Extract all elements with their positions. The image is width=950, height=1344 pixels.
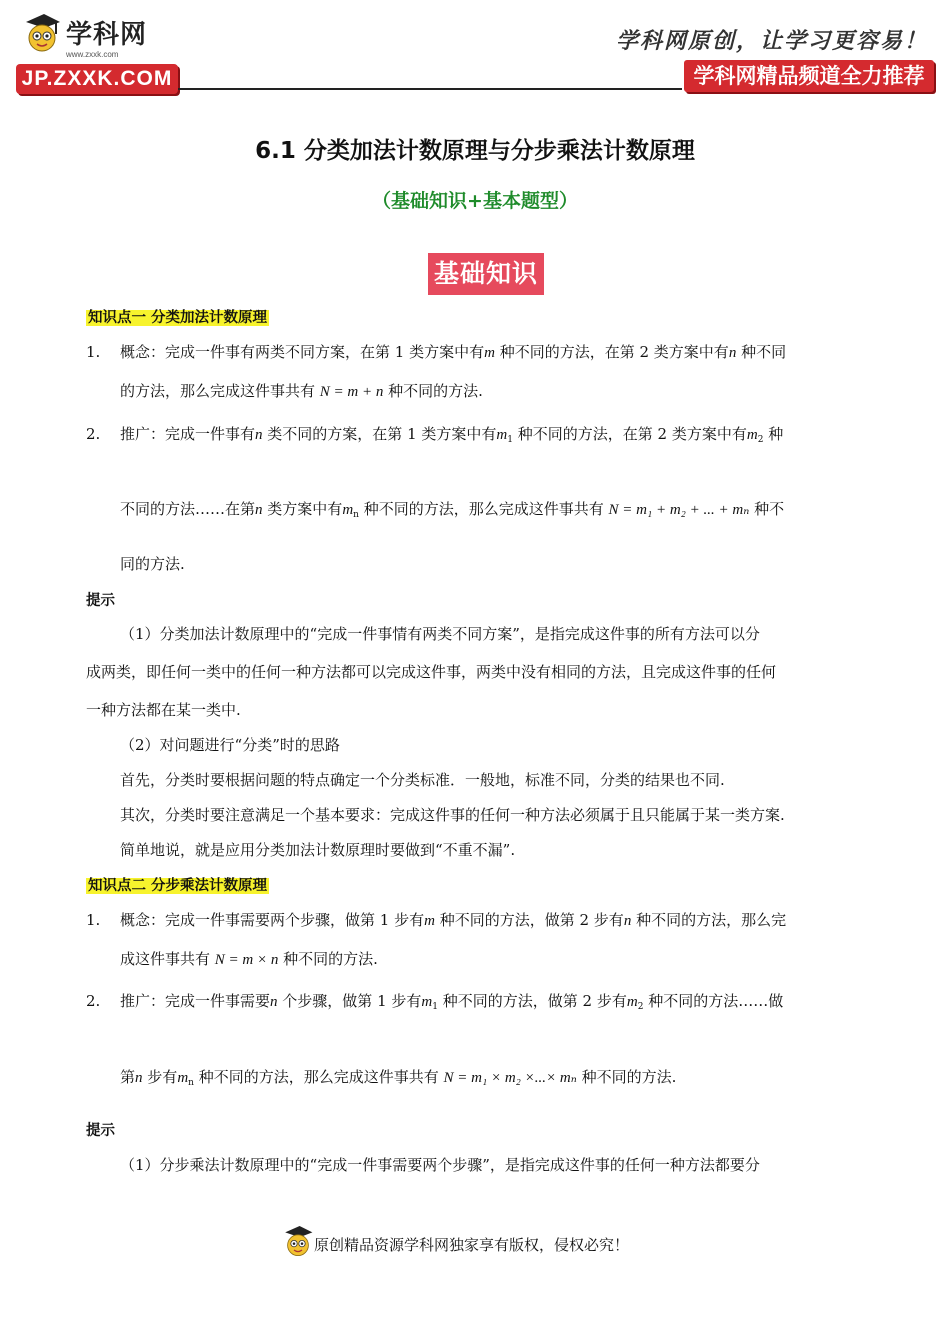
math-var: m [626,994,638,1010]
text: 类不同的方案，在第 1 类方案中有 [267,425,497,443]
subscript: n [353,510,359,520]
math-var: m [177,1070,189,1086]
s1-tip-p3: 首先，分类时要根据问题的特点确定一个分类标准．一般地，标准不同，分类的结果也不同. [120,771,725,789]
text: 推广：完成一件事需要 [120,992,271,1010]
text: 概念：完成一件事有两类不同方案，在第 1 类方案中有 [120,343,485,361]
math-var: n [623,913,632,929]
list-number: 2. [86,992,101,1010]
site-url-badge[interactable]: JP.ZXXK.COM [16,64,178,94]
text: 的方法，那么完成这件事共有 [120,382,316,400]
s2-tip-p1-l1: （1）分步乘法计数原理中的“完成一件事需要两个步骤”，是指完成这件事的任何一种方法都要分 [120,1156,760,1174]
logo-name: 学科网 [66,20,148,50]
section1-heading-text: 知识点一 分类加法计数原理 [88,310,268,326]
text: 种不同的方法……做 [648,992,784,1010]
section2-heading-text: 知识点二 分步乘法计数原理 [88,878,268,894]
text: 第 [120,1068,136,1086]
text: 种不同的方法，在第 2 类方案中有 [499,343,729,361]
text: 种不同的方法，在第 2 类方案中有 [517,425,747,443]
logo-small-url: www.zxxk.com [66,50,119,59]
s1-item2-line3 [120,553,185,575]
math-var: n [255,427,263,443]
list-number: 1. [86,343,101,361]
text: 种不同的方法，那么完 [636,911,787,929]
tip-label: 提示 [86,1123,115,1139]
s1-item2-line2 [120,498,784,526]
s1-tip-label [86,589,115,612]
s1-tip-p5: 简单地说，就是应用分类加法计数原理时要做到“不重不漏”. [120,841,516,859]
header-divider [178,88,682,90]
text: 概念：完成一件事需要两个步骤，做第 1 步有 [120,911,425,929]
s1-item1-line2 [120,380,483,403]
math-formula: N = m × n [214,952,279,968]
math-var: m [342,502,354,518]
text: 种不同的方法，做第 2 步有 [439,911,624,929]
s2-item2-line1 [86,990,783,1018]
subscript: n [188,1078,194,1088]
text: 种不同的方法. [581,1068,677,1086]
s1-tip-p1-l3: 一种方法都在某一类中. [86,701,241,719]
math-var: m [424,913,435,929]
math-var: n [728,345,737,361]
s1-tip-p1-l2: 成两类，即任何一类中的任何一种方法都可以完成这件事，两类中没有相同的方法，且完成这件事的任何 [86,663,777,681]
text: 个步骤，做第 1 步有 [282,992,422,1010]
subscript: 2 [637,1002,644,1012]
s2-item1-line1 [86,909,786,932]
math-var: n [270,994,278,1010]
page-footer [282,1224,682,1264]
page-header [0,0,950,100]
math-var: m [421,994,433,1010]
text: 步有 [147,1068,178,1086]
text: 种不 [754,500,785,518]
text: 推广：完成一件事有 [120,425,256,443]
s1-item1-line1 [86,341,786,364]
slogan: 学科网原创，让学习更容易！ [615,28,928,54]
text: 种 [768,425,784,443]
s2-item2-line2 [120,1066,676,1094]
text: 类方案中有 [267,500,343,518]
mascot-icon [282,1224,314,1260]
list-number: 2. [86,425,101,443]
text: 种不同 [741,343,787,361]
s1-item2-line1 [86,423,783,451]
document-subtitle: （基础知识+基本题型） [372,190,578,212]
s1-tip-p1-l1: （1）分类加法计数原理中的“完成一件事情有两类不同方案”，是指完成这件事的所有方法可以分 [120,625,760,643]
subscript: 2 [757,435,764,445]
copyright-notice: 原创精品资源学科网独家享有版权，侵权必究！ [314,1236,630,1254]
s2-tip-label [86,1119,115,1142]
text: 同的方法. [120,555,185,573]
section1-heading [86,306,269,329]
text: 种不同的方法. [283,950,378,968]
text: 种不同的方法. [388,382,483,400]
math-formula: N = m + n [319,384,384,400]
s1-tip-p4: 其次，分类时要注意满足一个基本要求：完成这件事的任何一种方法必须属于且只能属于某一类方案. [120,806,785,824]
text: 种不同的方法，做第 2 步有 [442,992,627,1010]
tip-label: 提示 [86,593,115,609]
text: 种不同的方法，那么完成这件事共有 [363,500,604,518]
recommend-banner: 学科网精品频道全力推荐 [684,60,934,92]
math-var: n [135,1070,143,1086]
math-formula: N = m₁ × m₂ ×...× mₙ [443,1070,577,1086]
s1-tip-p2: （2）对问题进行“分类”时的思路 [120,736,340,754]
list-number: 1. [86,911,101,929]
section2-heading [86,874,269,897]
subscript: 1 [507,435,513,445]
s2-item1-line2 [120,948,378,971]
math-var: m [496,427,508,443]
text: 种不同的方法，那么完成这件事共有 [198,1068,439,1086]
section-badge: 基础知识 [428,253,544,295]
math-var: m [746,427,758,443]
math-var: m [484,345,495,361]
math-var: n [255,502,263,518]
document-title: 6.1 分类加法计数原理与分步乘法计数原理 [255,138,695,164]
text: 不同的方法……在第 [120,500,256,518]
subscript: 1 [432,1002,438,1012]
text: 成这件事共有 [120,950,211,968]
mascot-icon [22,12,62,56]
math-formula: N = m₁ + m₂ + ... + mₙ [608,502,750,518]
